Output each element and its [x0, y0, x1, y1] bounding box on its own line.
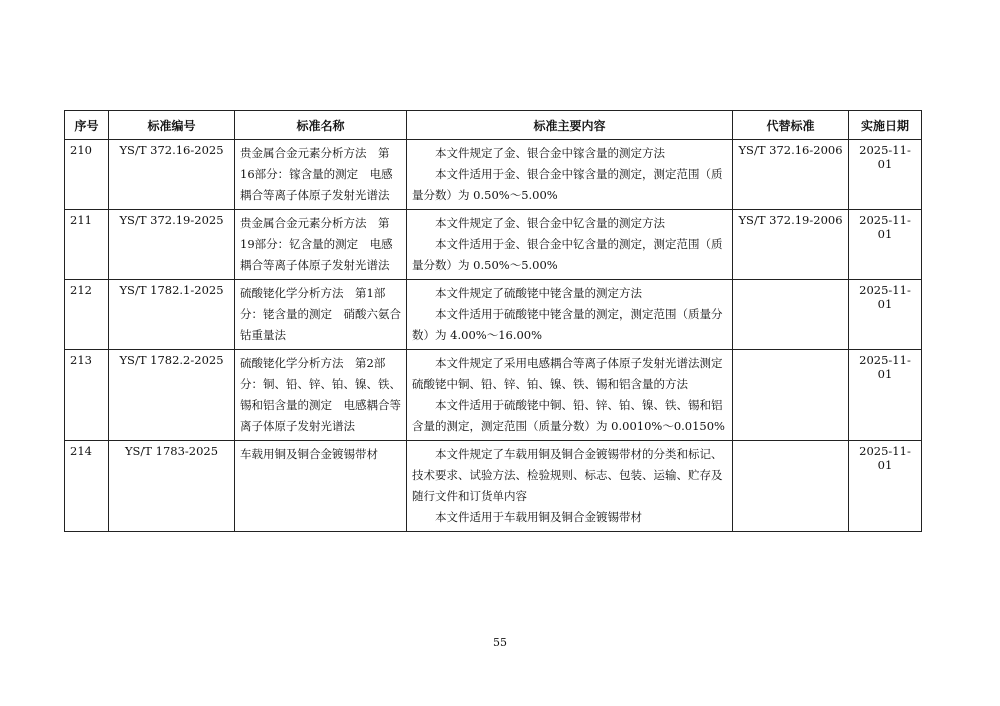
cell-name: 硫酸铑化学分析方法 第1部分：铑含量的测定 硝酸六氨合钴重量法 [235, 280, 407, 350]
cell-content [407, 280, 733, 350]
cell-replaces: YS/T 372.16-2006 [733, 140, 849, 210]
cell-name: 贵金属合金元素分析方法 第19部分：钇含量的测定 电感耦合等离子体原子发射光谱法 [235, 210, 407, 280]
cell-content [407, 140, 733, 210]
cell-date: 2025-11-01 [849, 350, 922, 441]
cell-code: YS/T 372.19-2025 [109, 210, 235, 280]
header-implementation-date: 实施日期 [849, 111, 922, 140]
cell-date: 2025-11-01 [849, 140, 922, 210]
table-row [65, 210, 922, 280]
header-standard-name: 标准名称 [235, 111, 407, 140]
cell-name: 车载用铜及铜合金镀锡带材 [235, 441, 407, 532]
table-row [65, 350, 922, 441]
cell-code: YS/T 372.16-2025 [109, 140, 235, 210]
cell-content [407, 350, 733, 441]
header-serial: 序号 [65, 111, 109, 140]
cell-serial: 213 [65, 350, 109, 441]
cell-replaces [733, 280, 849, 350]
header-main-content: 标准主要内容 [407, 111, 733, 140]
content-paragraph: 本文件规定了金、银合金中镓含量的测定方法 [435, 146, 665, 160]
cell-date: 2025-11-01 [849, 280, 922, 350]
content-paragraph: 本文件适用于金、银合金中镓含量的测定，测定范围（质量分数）为 0.50%～5.00% [412, 167, 723, 202]
cell-date: 2025-11-01 [849, 441, 922, 532]
cell-serial: 210 [65, 140, 109, 210]
content-paragraph: 本文件规定了车载用铜及铜合金镀锡带材的分类和标记、技术要求、试验方法、检验规则、标志、包装、运输、贮存及随行文件和订货单内容 [412, 447, 723, 503]
content-paragraph: 本文件规定了金、银合金中钇含量的测定方法 [435, 216, 665, 230]
cell-code: YS/T 1782.2-2025 [109, 350, 235, 441]
content-paragraph: 本文件规定了硫酸铑中铑含量的测定方法 [435, 286, 642, 300]
table-header-row [65, 111, 922, 140]
table-row [65, 280, 922, 350]
standards-table [64, 110, 922, 532]
cell-name: 硫酸铑化学分析方法 第2部分：铜、铅、锌、铂、镍、铁、锡和铝含量的测定 电感耦合等离子体原子发射光谱法 [235, 350, 407, 441]
cell-replaces [733, 441, 849, 532]
content-paragraph: 本文件适用于硫酸铑中铑含量的测定，测定范围（质量分数）为 4.00%～16.00% [412, 307, 723, 342]
content-paragraph: 本文件适用于硫酸铑中铜、铅、锌、铂、镍、铁、锡和铝含量的测定，测定范围（质量分数）为 0.0010%～0.0150% [412, 398, 725, 433]
cell-name: 贵金属合金元素分析方法 第16部分：镓含量的测定 电感耦合等离子体原子发射光谱法 [235, 140, 407, 210]
header-replaced-standard: 代替标准 [733, 111, 849, 140]
cell-code: YS/T 1782.1-2025 [109, 280, 235, 350]
cell-content [407, 210, 733, 280]
cell-replaces [733, 350, 849, 441]
content-paragraph: 本文件适用于车载用铜及铜合金镀锡带材 [435, 510, 642, 524]
cell-date: 2025-11-01 [849, 210, 922, 280]
content-paragraph: 本文件规定了采用电感耦合等离子体原子发射光谱法测定硫酸铑中铜、铅、锌、铂、镍、铁、锡和铝含量的方法 [412, 356, 723, 391]
header-standard-code: 标准编号 [109, 111, 235, 140]
cell-serial: 212 [65, 280, 109, 350]
cell-content [407, 441, 733, 532]
cell-serial: 214 [65, 441, 109, 532]
cell-replaces: YS/T 372.19-2006 [733, 210, 849, 280]
content-paragraph: 本文件适用于金、银合金中钇含量的测定，测定范围（质量分数）为 0.50%～5.00% [412, 237, 723, 272]
table-row [65, 140, 922, 210]
cell-serial: 211 [65, 210, 109, 280]
page-number: 55 [493, 636, 507, 649]
table-row [65, 441, 922, 532]
cell-code: YS/T 1783-2025 [109, 441, 235, 532]
